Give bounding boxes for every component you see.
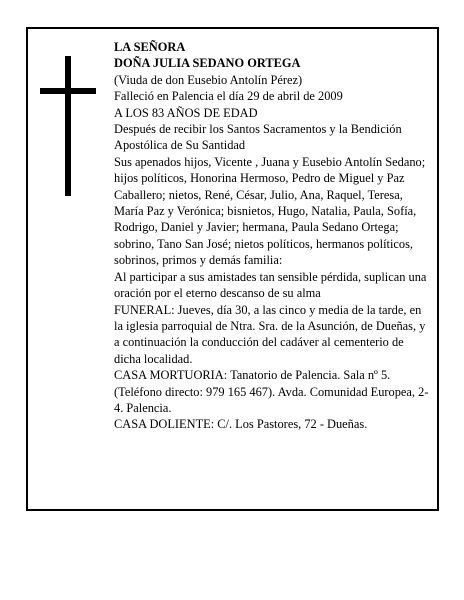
age-line: A LOS 83 AÑOS DE EDAD <box>114 105 258 120</box>
obituary-text <box>114 39 432 433</box>
cross-horizontal-bar <box>40 88 96 94</box>
death-line: Falleció en Palencia el día 29 de abril de 2009 <box>114 89 343 104</box>
cross-vertical-bar <box>65 56 71 196</box>
mourning-house-paragraph: CASA DOLIENTE: C/. Los Pastores, 72 - Dueñas. <box>114 417 368 432</box>
request-paragraph: Al participar a sus amistades tan sensible pérdida, suplican una oración por el eterno descanso de su alma <box>114 269 427 301</box>
sacraments-paragraph: Después de recibir los Santos Sacramentos y la Bendición Apostólica de Su Santidad <box>114 122 402 153</box>
notice-title: LA SEÑORA <box>114 40 186 54</box>
cross-icon <box>40 56 96 196</box>
mortuary-paragraph: CASA MORTUORIA: Tanatorio de Palencia. Sala nº 5. (Teléfono directo: 979 165 467). Avda. Comunidad Europea, 2-4. Palencia. <box>114 368 429 415</box>
obituary-notice <box>26 27 439 511</box>
funeral-paragraph: FUNERAL: Jueves, día 30, a las cinco y media de la tarde, en la iglesia parroquial de Ntra. Sra. de la Asunción, de Dueñas, y a continuación la conducción del cadáver al cementerio de dicha localidad. <box>114 302 426 366</box>
deceased-name: DOÑA JULIA SEDANO ORTEGA <box>114 56 301 71</box>
widow-of-line: (Viuda de don Eusebio Antolín Pérez) <box>114 72 303 87</box>
family-paragraph: Sus apenados hijos, Vicente , Juana y Eusebio Antolín Sedano; hijos políticos, Honorina Hermoso, Pedro de Miguel y Paz Caballero; nietos, René, César, Julio, Ana, Raquel, Teresa, María Paz y Verónica; bisnietos, Hugo, Natalia, Paula, Sofía, Rodrigo, Daniel y Javier; hermana, Paula Sedano Ortega; sobrino, Tano San José; nietos políticos, hermanos políticos, sobrinos, primos y demás familia: <box>114 154 426 268</box>
